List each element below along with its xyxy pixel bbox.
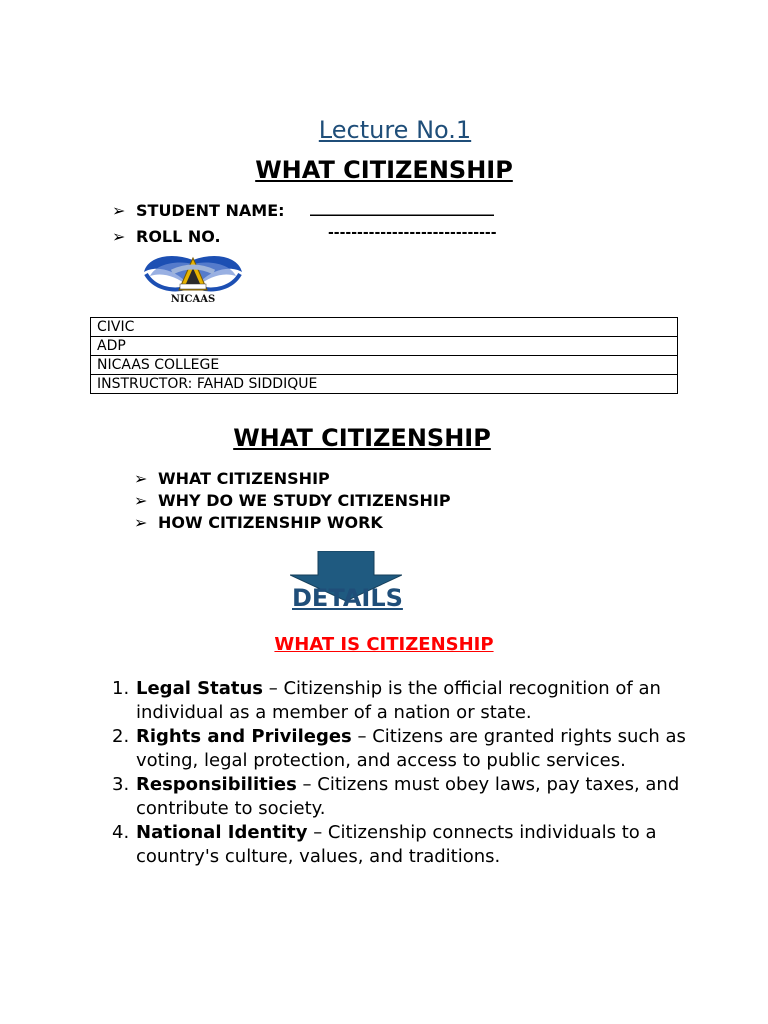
- list-item: [112, 677, 692, 725]
- item-number: 2.: [112, 726, 130, 747]
- what-is-citizenship-heading: WHAT IS CITIZENSHIP: [274, 634, 494, 655]
- item-text: – Citizenship connects individuals to a country's culture, values, and traditions.: [136, 822, 657, 867]
- details-heading: DETAILS: [292, 584, 403, 612]
- course-info-table: [90, 317, 678, 394]
- item-number: 3.: [112, 774, 130, 795]
- citizenship-points-list: [112, 677, 692, 869]
- arrow-bullet-icon: ➢: [134, 469, 148, 488]
- lecture-title: Lecture No.1: [318, 116, 472, 144]
- table-row: [91, 375, 678, 394]
- table-row: [91, 318, 678, 337]
- table-row: [91, 337, 678, 356]
- item-text: – Citizenship is the official recognition of an individual as a member of a nation or state.: [136, 678, 661, 723]
- college-logo: [142, 250, 244, 306]
- roll-no-blank[interactable]: -----------------------------: [328, 225, 497, 241]
- page-title: WHAT CITIZENSHIP: [255, 156, 513, 184]
- table-cell-instructor: INSTRUCTOR: FAHAD SIDDIQUE: [91, 375, 678, 394]
- arrow-bullet-icon: ➢: [134, 491, 148, 510]
- table-cell-program: ADP: [91, 337, 678, 356]
- list-item: [134, 490, 451, 512]
- student-name-row: [112, 197, 494, 220]
- table-cell-course: CIVIC: [91, 318, 678, 337]
- item-term: Responsibilities: [136, 774, 297, 795]
- list-item: [112, 725, 692, 773]
- table-cell-college: NICAAS COLLEGE: [91, 356, 678, 375]
- section-title: WHAT CITIZENSHIP: [233, 424, 491, 452]
- topic-label: WHY DO WE STUDY CITIZENSHIP: [158, 491, 451, 510]
- arrow-bullet-icon: ➢: [112, 201, 126, 220]
- list-item: [134, 468, 451, 490]
- arrow-bullet-icon: ➢: [134, 513, 148, 532]
- item-term: Rights and Privileges: [136, 726, 352, 747]
- list-item: [112, 773, 692, 821]
- item-number: 4.: [112, 822, 130, 843]
- student-name-label: STUDENT NAME:: [136, 201, 285, 220]
- topic-list: [134, 468, 451, 534]
- logo-text: NICAAS: [170, 294, 216, 305]
- list-item: [112, 821, 692, 869]
- roll-no-label: ROLL NO.: [136, 227, 221, 246]
- item-number: 1.: [112, 678, 130, 699]
- arrow-bullet-icon: ➢: [112, 227, 126, 246]
- item-term: Legal Status: [136, 678, 263, 699]
- table-row: [91, 356, 678, 375]
- item-text: – Citizens are granted rights such as voting, legal protection, and access to public services.: [136, 726, 686, 771]
- roll-no-row: [112, 225, 497, 246]
- topic-label: HOW CITIZENSHIP WORK: [158, 513, 383, 532]
- list-item: [134, 512, 451, 534]
- student-name-blank[interactable]: _______________________: [310, 197, 494, 216]
- item-term: National Identity: [136, 822, 308, 843]
- topic-label: WHAT CITIZENSHIP: [158, 469, 330, 488]
- item-text: – Citizens must obey laws, pay taxes, and contribute to society.: [136, 774, 680, 819]
